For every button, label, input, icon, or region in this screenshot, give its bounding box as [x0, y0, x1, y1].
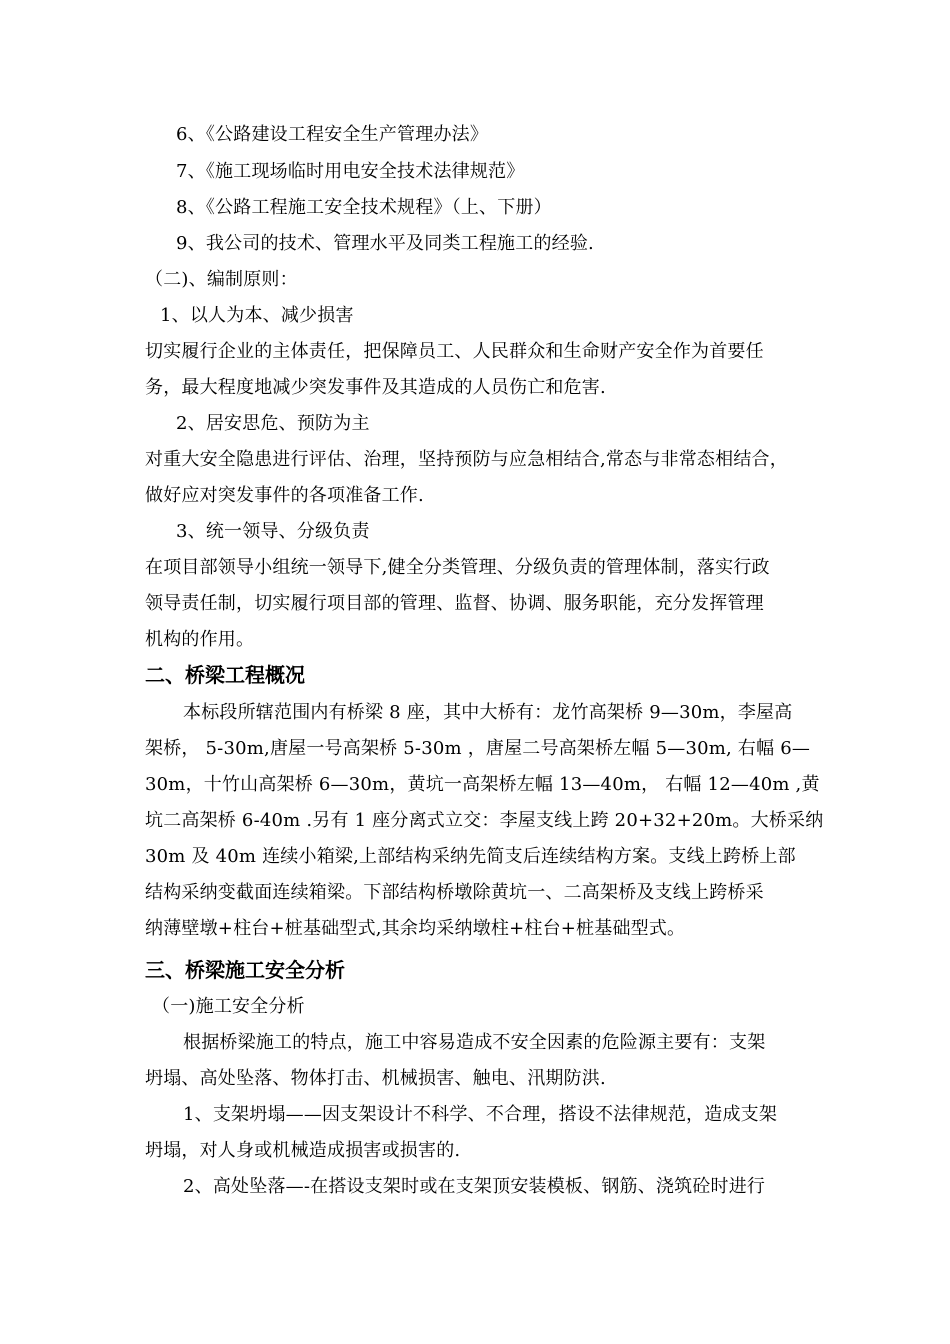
body-line: 坍塌，对人身或机械造成损害或损害的. [145, 1140, 461, 1161]
body-line: 务，最大程度地减少突发事件及其造成的人员伤亡和危害. [145, 377, 606, 398]
reference-item: 9、我公司的技术、管理水平及同类工程施工的经验. [176, 233, 594, 254]
body-line: 根据桥梁施工的特点，施工中容易造成不安全因素的危险源主要有：支架 [183, 1032, 766, 1053]
body-line: 1、支架坍塌——因支架设计不科学、不合理，搭设不法律规范，造成支架 [183, 1104, 778, 1125]
body-line: 纳薄壁墩+柱台+桩基础型式,其余均采纳墩柱+柱台+桩基础型式。 [145, 918, 686, 939]
principle-3-title: 3、统一领导、分级负责 [176, 521, 370, 542]
principle-1-title: 1、以人为本、减少损害 [160, 305, 354, 326]
body-line: 对重大安全隐患进行评估、治理，坚持预防与应急相结合,常态与非常态相结合， [145, 449, 788, 470]
body-line: 结构采纳变截面连续箱梁。下部结构桥墩除黄坑一、二高架桥及支线上跨桥采 [145, 882, 764, 903]
principles-heading: （二)、编制原则： [145, 269, 298, 290]
principle-2-title: 2、居安思危、预防为主 [176, 413, 370, 434]
body-line: 做好应对突发事件的各项准备工作. [145, 485, 424, 506]
subsection-heading: （一)施工安全分析 [152, 996, 305, 1017]
body-line: 架桥， 5-30m,唐屋一号高架桥 5-30m ，唐屋二号高架桥左幅 5—30m, 右幅 6— [145, 738, 811, 759]
body-line: 在项目部领导小组统一领导下,健全分类管理、分级负责的管理体制，落实行政 [145, 557, 770, 578]
body-line: 本标段所辖范围内有桥梁 8 座，其中大桥有：龙竹高架桥 9—30m，李屋高 [183, 702, 793, 723]
reference-item: 8、《公路工程施工安全技术规程》（上、下册） [176, 197, 552, 218]
body-line: 30m 及 40m 连续小箱梁,上部结构采纳先简支后连续结构方案。支线上跨桥上部 [145, 846, 796, 867]
body-line: 30m，十竹山高架桥 6—30m，黄坑一高架桥左幅 13—40m， 右幅 12—40m ,黄 [145, 774, 820, 795]
reference-item: 6、《公路建设工程安全生产管理办法》 [176, 124, 489, 145]
section-2-heading: 二、桥梁工程概况 [145, 663, 305, 687]
body-line: 切实履行企业的主体责任，把保障员工、人民群众和生命财产安全作为首要任 [145, 341, 764, 362]
reference-item: 7、《施工现场临时用电安全技术法律规范》 [176, 161, 525, 182]
section-3-heading: 三、桥梁施工安全分析 [145, 958, 345, 982]
body-line: 坍塌、高处坠落、物体打击、机械损害、触电、汛期防洪. [145, 1068, 606, 1089]
body-line: 2、高处坠落—-在搭设支架时或在支架顶安装模板、钢筋、浇筑砼时进行 [183, 1176, 766, 1197]
body-line: 坑二高架桥 6-40m .另有 1 座分离式立交：李屋支线上跨 20+32+20m。大桥采纳 [145, 810, 824, 831]
body-line: 机构的作用。 [145, 629, 255, 650]
body-line: 领导责任制，切实履行项目部的管理、监督、协调、服务职能，充分发挥管理 [145, 593, 764, 614]
